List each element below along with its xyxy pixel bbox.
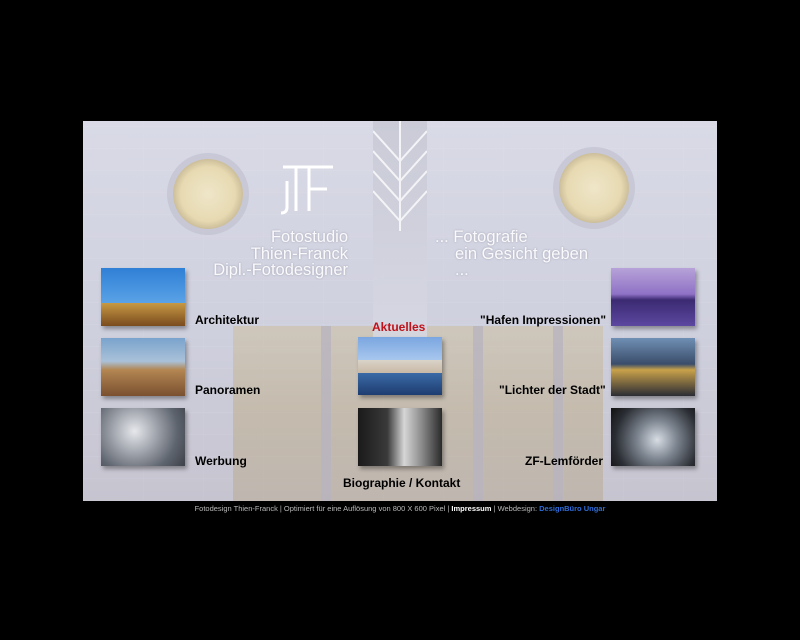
backdrop-pillar [473,326,483,501]
nav-zf-lemfoerder[interactable]: ZF-Lemförder [525,454,603,468]
werbung-thumbnail[interactable] [101,408,185,466]
round-window-left [173,159,243,229]
slogan-line-2: ein Gesicht geben ... [455,244,589,279]
hafen-impressionen-thumbnail[interactable] [611,268,695,326]
nav-hafen-impressionen[interactable]: "Hafen Impressionen" [480,313,607,327]
lichter-der-stadt-thumbnail[interactable] [611,338,695,396]
jtf-monogram-logo-icon [279,161,337,217]
aktuelles-thumbnail[interactable] [358,337,442,395]
nav-lichter-der-stadt[interactable]: "Lichter der Stadt" [499,383,606,397]
footer-text-2: | Webdesign: [493,504,538,513]
slogan [435,229,605,279]
zf-lemfoerder-thumbnail[interactable] [611,408,695,466]
main-stage [83,121,717,501]
lattice-ornament-icon [373,121,427,231]
nav-panoramen[interactable]: Panoramen [195,383,261,397]
backdrop-pillar [321,326,331,501]
biographie-thumbnail[interactable] [358,408,442,466]
architektur-thumbnail[interactable] [101,268,185,326]
slogan-line-1: ... Fotografie [435,228,528,246]
footer [0,504,800,513]
round-window-right [559,153,629,223]
studio-line-2: Thien-Franck [250,244,348,263]
designer-link[interactable]: DesignBüro Ungar [539,504,606,513]
nav-aktuelles[interactable]: Aktuelles [372,320,426,334]
nav-architektur[interactable]: Architektur [195,313,260,327]
backdrop-pillar [553,326,563,501]
studio-line-3: Dipl.-Fotodesigner [213,261,348,279]
studio-line-1: Fotostudio [270,228,348,246]
panoramen-thumbnail[interactable] [101,338,185,396]
nav-werbung[interactable]: Werbung [195,454,247,468]
nav-biographie-kontakt[interactable]: Biographie / Kontakt [343,476,461,490]
impressum-link[interactable]: Impressum [451,504,492,513]
footer-text-1: Fotodesign Thien-Franck | Optimiert für eine Auflösung von 800 X 600 Pixel | [194,504,450,513]
studio-name [188,229,348,279]
